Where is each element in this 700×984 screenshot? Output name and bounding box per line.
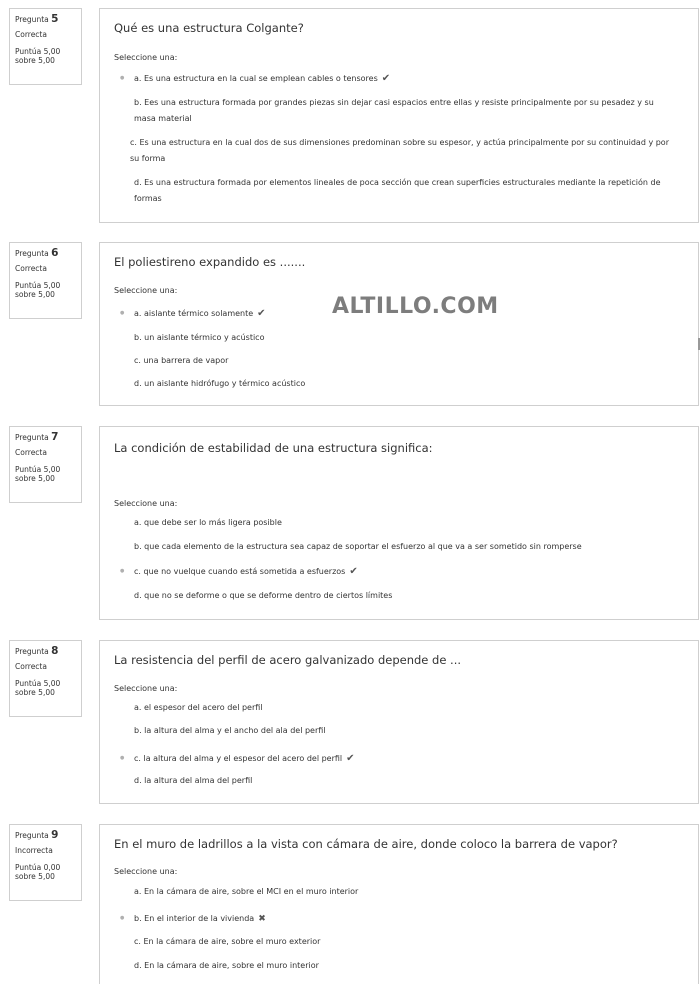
answer-option-c[interactable]: c. que no vuelque cuando está sometida a esfuerzos ✔: [134, 566, 358, 577]
radio-selected[interactable]: ●: [120, 915, 125, 921]
question-label: Pregunta: [15, 433, 49, 442]
select-one-label: Seleccione una:: [114, 499, 178, 508]
select-one-label: Seleccione una:: [114, 867, 178, 876]
question-number: 7: [51, 431, 59, 443]
check-icon: ✔: [257, 308, 266, 319]
answer-option-b[interactable]: b. En el interior de la vivienda ✖: [134, 914, 266, 924]
question-state: Correcta: [15, 30, 47, 40]
question-score: Puntúa 5,00: [15, 46, 61, 56]
question-state: Incorrecta: [15, 846, 53, 856]
answer-option-c[interactable]: c. Es una estructura en la cual dos de sus dimensiones predominan sobre su espesor, y actúa principalmente por su continuidad y por su forma: [130, 138, 669, 163]
check-icon: ✔: [346, 753, 355, 764]
question-card-7: [99, 426, 699, 620]
question-info-6: [9, 242, 82, 319]
answer-option-a[interactable]: a. En la cámara de aire, sobre el MCI en el muro interior: [134, 887, 359, 896]
select-one-label: Seleccione una:: [114, 684, 178, 693]
question-score: Puntúa 5,00: [15, 464, 61, 474]
question-state: Correcta: [15, 662, 47, 672]
question-number: 8: [51, 645, 59, 657]
question-state: Correcta: [15, 448, 47, 458]
question-card-9: [99, 824, 699, 984]
answer-option-b[interactable]: b. la altura del alma y el ancho del ala del perfil: [134, 726, 326, 735]
radio-selected[interactable]: ●: [120, 310, 125, 316]
radio-selected[interactable]: ●: [120, 75, 125, 81]
question-score: Puntúa 0,00: [15, 862, 61, 872]
answer-option-d[interactable]: d. la altura del alma del perfil: [134, 776, 253, 785]
question-info-8: [9, 640, 82, 717]
question-number: 9: [51, 829, 59, 841]
question-text: Qué es una estructura Colgante?: [114, 21, 304, 35]
cross-icon: ✖: [258, 914, 266, 924]
question-label: Pregunta: [15, 831, 49, 840]
select-one-label: Seleccione una:: [114, 53, 178, 62]
question-info-7: [9, 426, 82, 503]
answer-option-d[interactable]: d. Es una estructura formada por elementos lineales de poca sección que crean superficies estructurales mediante la repetición de formas: [134, 178, 661, 203]
question-card-6: [99, 242, 699, 406]
answer-option-b[interactable]: b. un aislante térmico y acústico: [134, 333, 265, 342]
question-score: Puntúa 5,00: [15, 678, 61, 688]
question-score: Puntúa 5,00: [15, 280, 61, 290]
check-icon: ✔: [381, 73, 391, 84]
question-text: El poliestireno expandido es .......: [114, 255, 306, 269]
question-max-score: sobre 5,00: [15, 289, 55, 299]
answer-option-c[interactable]: c. la altura del alma y el espesor del acero del perfil ✔: [134, 753, 355, 764]
question-card-8: [99, 640, 699, 804]
select-one-label: Seleccione una:: [114, 286, 178, 295]
question-text: La condición de estabilidad de una estructura significa:: [114, 441, 433, 455]
answer-option-b[interactable]: b. Ees una estructura formada por grandes piezas sin dejar casi espacios entre ellas y resiste principalmente por su pesadez y su masa material: [134, 98, 654, 123]
check-icon: ✔: [349, 566, 358, 577]
question-max-score: sobre 5,00: [15, 687, 55, 697]
question-label: Pregunta: [15, 249, 49, 258]
answer-option-d[interactable]: d. En la cámara de aire, sobre el muro interior: [134, 961, 319, 970]
question-number: 6: [51, 247, 59, 259]
question-card-5: [99, 8, 699, 223]
question-max-score: sobre 5,00: [15, 473, 55, 483]
question-max-score: sobre 5,00: [15, 55, 55, 65]
answer-option-a[interactable]: a. Es una estructura en la cual se emplean cables o tensores ✔: [134, 73, 391, 84]
radio-selected[interactable]: ●: [120, 755, 125, 761]
answer-option-b[interactable]: b. que cada elemento de la estructura sea capaz de soportar el esfuerzo al que va a ser sometido sin romperse: [134, 542, 582, 551]
question-text: En el muro de ladrillos a la vista con cámara de aire, donde coloco la barrera de vapor?: [114, 837, 618, 851]
answer-option-a[interactable]: a. que debe ser lo más ligera posible: [134, 518, 282, 527]
answer-option-c[interactable]: c. En la cámara de aire, sobre el muro exterior: [134, 937, 321, 946]
answer-option-a[interactable]: a. el espesor del acero del perfil: [134, 703, 263, 712]
question-number: 5: [51, 13, 59, 25]
answer-option-c[interactable]: c. una barrera de vapor: [134, 356, 229, 365]
radio-selected[interactable]: ●: [120, 568, 125, 574]
answer-option-a[interactable]: a. aislante térmico solamente ✔: [134, 308, 266, 319]
question-max-score: sobre 5,00: [15, 871, 55, 881]
answer-option-d[interactable]: d. que no se deforme o que se deforme dentro de ciertos límites: [134, 591, 393, 600]
question-info-5: [9, 8, 82, 85]
watermark: ALTILLO.COM: [332, 294, 499, 319]
question-label: Pregunta: [15, 15, 49, 24]
question-text: La resistencia del perfil de acero galvanizado depende de ...: [114, 653, 462, 667]
answer-option-d[interactable]: d. un aislante hidrófugo y térmico acústico: [134, 379, 306, 388]
question-state: Correcta: [15, 264, 47, 274]
question-label: Pregunta: [15, 647, 49, 656]
question-info-9: [9, 824, 82, 901]
